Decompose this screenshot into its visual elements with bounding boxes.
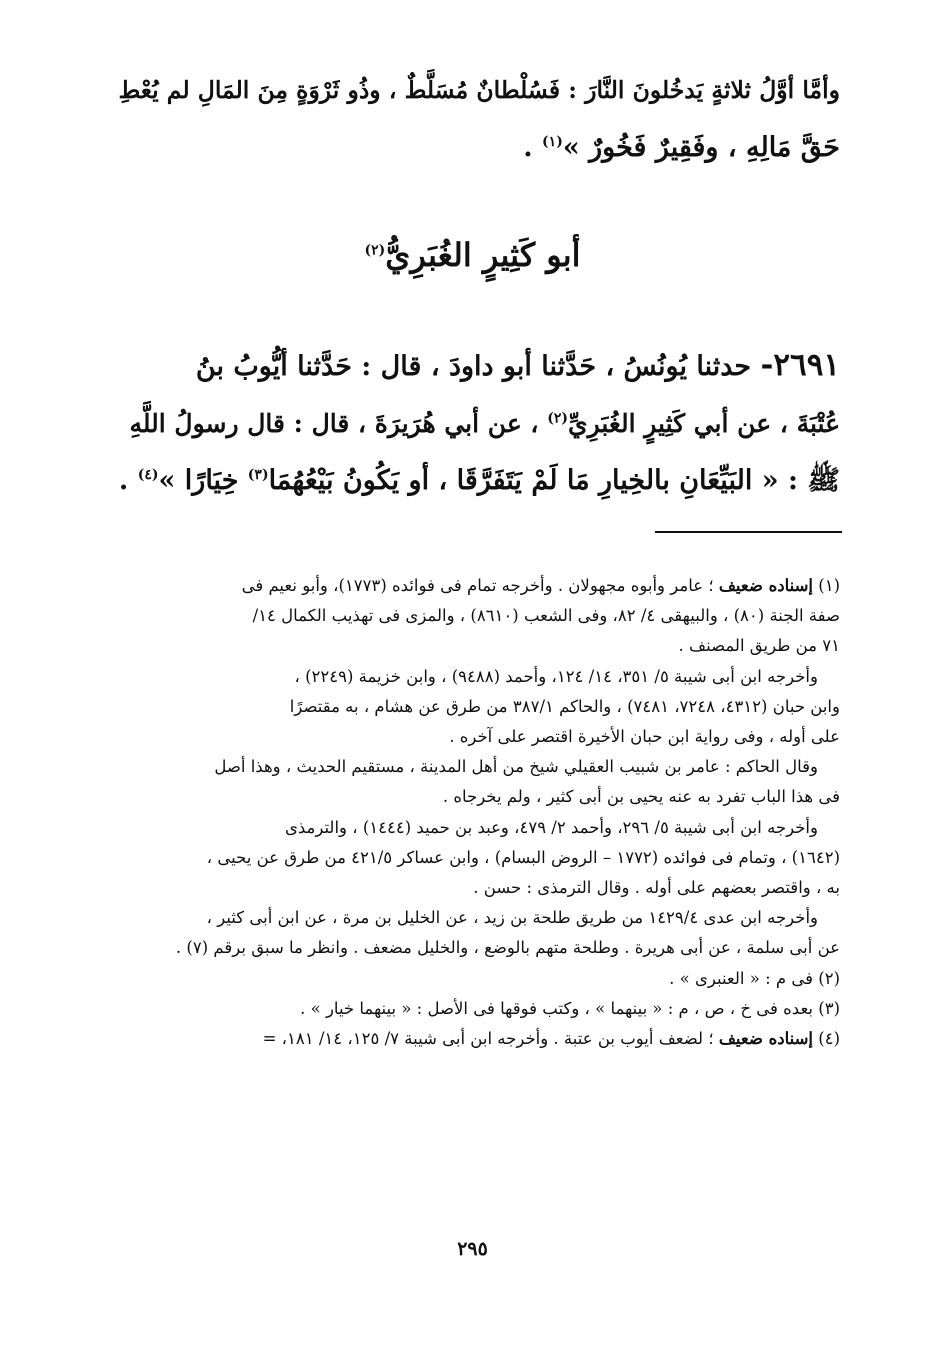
footnote-line: وابن حبان (٤٣١٢، ٧٢٤٨، ٧٤٨١) ، والحاكم ٣٨٧/١ من طرق عن هشام ، به مقتصرًا xyxy=(289,696,840,716)
text-line xyxy=(118,337,840,395)
footnote-line: وأخرجه ابن أبى شيبة ٥/ ٢٩٦، وأحمد ٢/ ٤٧٩، وعبد بن حميد (١٤٤٤) ، والترمذى xyxy=(284,817,818,837)
footnote-line: وأخرجه ابن عدى ١٤٢٩/٤ من طريق طلحة بن زيد ، عن الخليل بن مرة ، عن ابن أبى كثير ، xyxy=(206,908,818,928)
grading-text: إسناده ضعيف xyxy=(718,576,813,595)
footnote-line: عن أبى سلمة ، عن أبى هريرة . وطلحة متهم بالوضع ، والخليل مضعف . وانظر ما سبق برقم (٧) . xyxy=(175,938,840,958)
text-span: . xyxy=(523,132,543,163)
footnote-line xyxy=(118,571,840,601)
continued-hadith-text xyxy=(118,62,840,176)
text-line xyxy=(118,395,840,452)
footnote-line: (٣) بعده فى خ ، ص ، م : « بينهما » ، وكتب فوقها فى الأصل : « بينهما خيار » . xyxy=(300,998,840,1018)
page-number: ٢٩٥ xyxy=(457,1238,488,1260)
footnote-line: به ، واقتصر بعضهم على أوله . وقال الترمذى : حسن . xyxy=(473,878,840,898)
heading-title: أبو كَثِيرٍ الغُبَرِيُّ xyxy=(385,236,581,274)
footnote-line: فى هذا الباب تفرد به عنه يحيى بن أبى كثير ، ولم يخرجاه . xyxy=(442,787,840,807)
section-heading xyxy=(0,225,945,285)
footnote-ref: (١) xyxy=(542,134,563,150)
text-span: خِيَارًا » xyxy=(158,465,248,496)
footnote-line xyxy=(118,1024,840,1054)
text-span: ؛ لضعف أيوب بن عتبة . وأخرجه ابن أبى شيبة ٧/ ١٢٥، ١٤/ ١٨١، = xyxy=(262,1029,719,1049)
footnote-ref: (٢) xyxy=(364,242,386,259)
footnote-line: ٧١ من طريق المصنف . xyxy=(678,636,840,656)
text-span: وأمَّا أوَّلُ ثلاثةٍ يَدخُلونَ النَّارَ : فَسُلْطانٌ مُسَلَّطٌ ، وذُو ثَرْوَةٍ مِنَ المَالِ لم يُعْطِ xyxy=(118,76,840,104)
footnote-ref: (٢) xyxy=(547,410,568,427)
footnote-line: (٢) فى م : « العنبرى » . xyxy=(669,968,840,988)
grading-text: إسناده ضعيف xyxy=(718,1029,813,1049)
text-line xyxy=(118,62,840,119)
text-span: ؛ عامر وأبوه مجهولان . وأخرجه تمام فى فوائده (١٧٧٣)، وأبو نعيم فى xyxy=(241,576,719,595)
footnote-ref: (٣) xyxy=(247,467,269,483)
footnote-line: (١٦٤٢) ، وتمام فى فوائده (١٧٧٢ – الروض البسام) ، وابن عساكر ٤٢١/٥ من طرق عن يحيى ، xyxy=(206,847,840,867)
footnote-line: على أوله ، وفى رواية ابن حبان الأخيرة اقتصر على آخره . xyxy=(449,727,840,747)
footnotes xyxy=(118,571,840,1054)
text-span: (٤) xyxy=(813,1029,840,1049)
text-span: حَقَّ مَالِهِ ، وفَقِيرٌ فَخُورٌ » xyxy=(562,132,840,163)
footnote-divider xyxy=(655,531,842,533)
hadith-text xyxy=(118,337,840,509)
hadith-number: ٢٦٩١- xyxy=(760,347,840,383)
text-span: . xyxy=(118,465,138,496)
footnote-ref: (٤) xyxy=(137,467,159,483)
text-span: حدثنا يُونُسُ ، حَدَّثنا أبو داودَ ، قال : حَدَّثنا أيُّوبُ بنُ xyxy=(195,351,761,382)
text-span: ، عن أبي هُرَيرَةَ ، قال : قال رسولُ اللَّهِ xyxy=(129,409,548,438)
text-span: (١) xyxy=(813,576,840,595)
text-line xyxy=(118,452,840,509)
footnote-line: صفة الجنة (٨٠) ، والبيهقى ٤/ ٨٢، وفى الشعب (٨٦١٠) ، والمزى فى تهذيب الكمال ١٤/ xyxy=(252,606,840,626)
text-line xyxy=(118,119,840,176)
text-span: عُتْبَةَ ، عن أبي كَثِيرٍ الغُبَرِيِّ xyxy=(568,409,840,438)
text-span: ﷺ : « البَيِّعَانِ بالخِيارِ مَا لَمْ يَتَفَرَّقَا ، أو يَكُونُ بَيْعُهُمَا xyxy=(268,465,840,496)
footnote-line: وقال الحاكم : عامر بن شبيب العقيلي شيخ من أهل المدينة ، مستقيم الحديث ، وهذا أصل xyxy=(214,757,818,777)
footnote-line: وأخرجه ابن أبى شيبة ٥/ ٣٥١، ١٤/ ١٢٤، وأحمد (٩٤٨٨) ، وابن خزيمة (٢٢٤٩) ، xyxy=(294,666,818,686)
